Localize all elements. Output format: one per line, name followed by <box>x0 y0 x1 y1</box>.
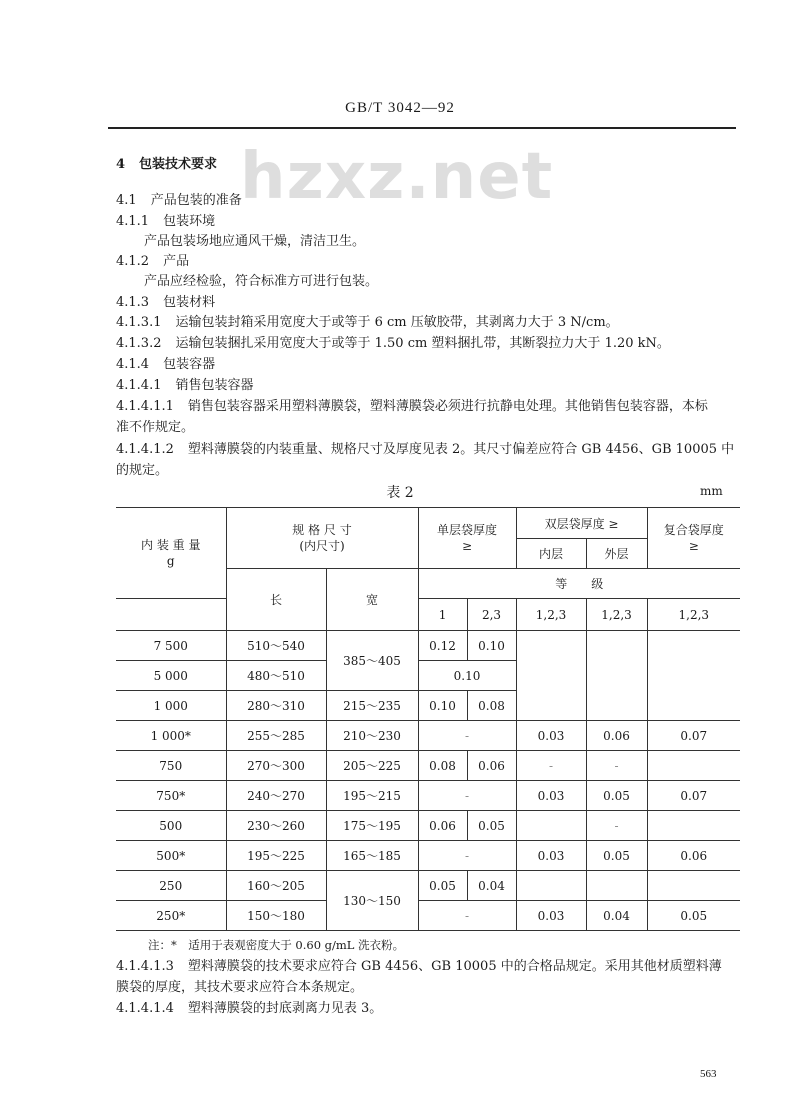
cell-weight: 750 <box>116 751 226 781</box>
clause-line <box>116 462 168 480</box>
cell-inner <box>516 871 586 901</box>
clause-line <box>116 377 254 395</box>
clause-line <box>144 233 365 251</box>
table-footnote: 注：* 适用于表观密度大于 0.60 g/mL 洗衣粉。 <box>148 938 405 952</box>
cell-outer: 0.06 <box>586 721 647 751</box>
clause-line <box>144 273 378 291</box>
header-grade-23: 2,3 <box>467 599 516 631</box>
header-single-gte: ≥ <box>461 539 473 553</box>
cell-inner: 0.03 <box>516 841 586 871</box>
clause-line <box>116 335 670 353</box>
table-unit: mm <box>700 484 723 498</box>
section-number: 4 <box>116 157 126 172</box>
cell-weight: 750* <box>116 781 226 811</box>
cell-composite <box>647 751 740 781</box>
cell-length: 270～300 <box>226 751 326 781</box>
cell-weight: 500* <box>116 841 226 871</box>
clause-text: 准不作规定。 <box>116 420 195 435</box>
header-outer: 外层 <box>586 539 647 569</box>
cell-inner <box>516 631 586 721</box>
cell-inner: - <box>516 751 586 781</box>
clause-line <box>116 979 363 997</box>
header-weight-blank <box>116 599 226 631</box>
cell-composite <box>647 871 740 901</box>
clause-text: 包装容器 <box>163 357 216 372</box>
clause-text: 销售包装容器采用塑料薄膜袋，塑料薄膜袋必须进行抗静电处理。其他销售包装容器，本标 <box>187 399 708 414</box>
cell-single-1: 0.08 <box>418 751 467 781</box>
clause-text: 包装环境 <box>163 214 216 229</box>
clause-text: 塑料薄膜袋的封底剥离力见表 3。 <box>187 1001 383 1016</box>
clause-line <box>116 192 242 210</box>
cell-inner: 0.03 <box>516 901 586 931</box>
cell-weight: 5 000 <box>116 661 226 691</box>
clause-line <box>116 958 722 976</box>
page-number: 563 <box>700 1068 717 1080</box>
cell-length: 480～510 <box>226 661 326 691</box>
header-spec-sub: (内尺寸) <box>299 539 345 553</box>
clause-text: 产品包装场地应通风干燥，清洁卫生。 <box>144 234 366 249</box>
cell-weight: 7 500 <box>116 631 226 661</box>
clause-number: 4.1.3.2 <box>116 336 162 351</box>
cell-composite <box>647 811 740 841</box>
cell-single-23: 0.05 <box>467 811 516 841</box>
cell-width: 205～225 <box>326 751 418 781</box>
clause-number: 4.1.2 <box>116 254 150 269</box>
clause-text: 膜袋的厚度，其技术要求应符合本条规定。 <box>116 980 364 995</box>
cell-width: 385～405 <box>326 631 418 691</box>
cell-single-23: 0.08 <box>467 691 516 721</box>
cell-outer: 0.04 <box>586 901 647 931</box>
cell-weight: 500 <box>116 811 226 841</box>
section-title: 包装技术要求 <box>139 157 218 172</box>
header-double: 双层袋厚度 ≥ <box>516 508 647 539</box>
cell-composite: 0.07 <box>647 721 740 751</box>
header-single <box>418 508 516 569</box>
header-grade: 等 级 <box>418 569 740 599</box>
cell-length: 255～285 <box>226 721 326 751</box>
clause-text: 运输包装捆扎采用宽度大于或等于 1.50 cm 塑料捆扎带，其断裂拉力大于 1.20 kN。 <box>175 336 670 351</box>
clause-line <box>116 1000 382 1018</box>
cell-single-23: 0.10 <box>467 631 516 661</box>
cell-single-1: 0.10 <box>418 691 467 721</box>
cell-single-23: 0.04 <box>467 871 516 901</box>
cell-single-1: 0.12 <box>418 631 467 661</box>
header-grade-composite: 1,2,3 <box>647 599 740 631</box>
clause-text: 塑料薄膜袋的内装重量、规格尺寸及厚度见表 2。其尺寸偏差应符合 GB 4456、GB 10005 中 <box>187 442 735 457</box>
cell-inner: 0.03 <box>516 781 586 811</box>
clause-number: 4.1.1 <box>116 214 150 229</box>
header-weight <box>116 508 226 599</box>
clause-line <box>116 213 215 231</box>
cell-composite: 0.05 <box>647 901 740 931</box>
cell-outer: - <box>586 811 647 841</box>
header-weight-label: 内 装 重 量 <box>141 538 201 552</box>
cell-single-23: 0.06 <box>467 751 516 781</box>
cell-outer <box>586 871 647 901</box>
cell-width: 215～235 <box>326 691 418 721</box>
cell-length: 280～310 <box>226 691 326 721</box>
clause-text: 的规定。 <box>116 463 169 478</box>
cell-length: 160～205 <box>226 871 326 901</box>
clause-line <box>116 419 194 437</box>
cell-single-1: 0.06 <box>418 811 467 841</box>
cell-weight: 250 <box>116 871 226 901</box>
clause-number: 4.1.3 <box>116 295 150 310</box>
clause-number: 4.1.3.1 <box>116 315 162 330</box>
clause-line <box>116 441 734 459</box>
clause-number: 4.1.4.1.3 <box>116 959 174 974</box>
cell-single-merged: 0.10 <box>418 661 516 691</box>
cell-width: 130～150 <box>326 871 418 931</box>
cell-outer: 0.05 <box>586 841 647 871</box>
cell-outer: 0.05 <box>586 781 647 811</box>
header-composite-gte: ≥ <box>688 539 699 553</box>
clause-number: 4.1.4.1.4 <box>116 1001 174 1016</box>
cell-width: 210～230 <box>326 721 418 751</box>
table-caption: 表 2 <box>386 485 414 501</box>
clause-text: 销售包装容器 <box>175 378 254 393</box>
cell-weight: 250* <box>116 901 226 931</box>
header-grade-inner: 1,2,3 <box>516 599 586 631</box>
cell-width: 165～185 <box>326 841 418 871</box>
cell-length: 195～225 <box>226 841 326 871</box>
section-heading <box>116 156 217 174</box>
header-width: 宽 <box>326 569 418 631</box>
cell-inner: 0.03 <box>516 721 586 751</box>
clause-number: 4.1.4.1 <box>116 378 162 393</box>
header-spec <box>226 508 418 569</box>
header-composite <box>647 508 740 569</box>
cell-length: 240～270 <box>226 781 326 811</box>
watermark: hzxz.net <box>240 140 554 214</box>
cell-length: 150～180 <box>226 901 326 931</box>
clause-number: 4.1.4.1.1 <box>116 399 174 414</box>
cell-single-dash: - <box>418 721 516 751</box>
cell-composite: 0.06 <box>647 841 740 871</box>
clause-number: 4.1.4 <box>116 357 150 372</box>
header-grade-1: 1 <box>418 599 467 631</box>
header-weight-unit: g <box>166 554 175 568</box>
clause-text: 塑料薄膜袋的技术要求应符合 GB 4456、GB 10005 中的合格品规定。采用其他材质塑料薄 <box>187 959 722 974</box>
cell-composite <box>647 631 740 721</box>
cell-length: 230～260 <box>226 811 326 841</box>
clause-text: 运输包装封箱采用宽度大于或等于 6 cm 压敏胶带，其剥离力大于 3 N/cm。 <box>175 315 619 330</box>
header-inner: 内层 <box>516 539 586 569</box>
cell-length: 510～540 <box>226 631 326 661</box>
cell-composite: 0.07 <box>647 781 740 811</box>
cell-single-1: 0.05 <box>418 871 467 901</box>
cell-single-dash: - <box>418 901 516 931</box>
clause-line <box>116 253 189 271</box>
spec-table <box>116 507 740 931</box>
header-grade-outer: 1,2,3 <box>586 599 647 631</box>
clause-text: 包装材料 <box>163 295 216 310</box>
header-rule <box>108 127 736 129</box>
cell-outer: - <box>586 751 647 781</box>
clause-line <box>116 356 215 374</box>
header-single-label: 单层袋厚度 <box>437 523 498 537</box>
page-header: GB/T 3042—92 <box>345 100 455 116</box>
header-composite-label: 复合袋厚度 <box>663 523 724 537</box>
cell-weight: 1 000 <box>116 691 226 721</box>
header-length: 长 <box>226 569 326 631</box>
clause-number: 4.1.4.1.2 <box>116 442 174 457</box>
cell-width: 175～195 <box>326 811 418 841</box>
cell-single-dash: - <box>418 841 516 871</box>
cell-weight: 1 000* <box>116 721 226 751</box>
clause-line <box>116 398 708 416</box>
cell-single-dash: - <box>418 781 516 811</box>
clause-text: 产品 <box>163 254 190 269</box>
clause-number: 4.1 <box>116 193 137 208</box>
cell-inner <box>516 811 586 841</box>
clause-text: 产品包装的准备 <box>150 193 242 208</box>
clause-text: 产品应经检验，符合标准方可进行包装。 <box>144 274 379 289</box>
cell-outer <box>586 631 647 721</box>
clause-line <box>116 294 215 312</box>
header-spec-label: 规 格 尺 寸 <box>292 523 352 537</box>
clause-line <box>116 314 619 332</box>
cell-width: 195～215 <box>326 781 418 811</box>
